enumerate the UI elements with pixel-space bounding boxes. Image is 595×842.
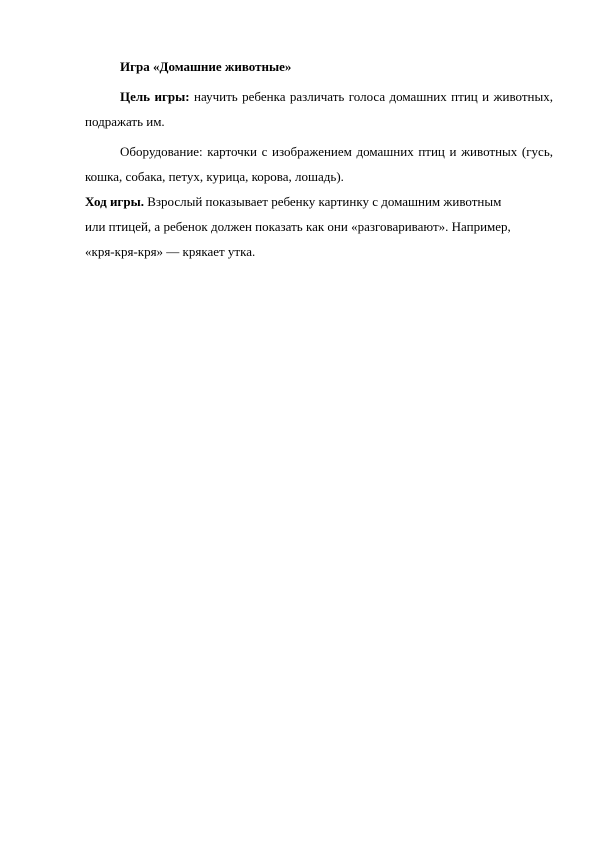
procedure-label: Ход игры. [85,194,144,209]
equipment-paragraph: Оборудование: карточки с изображением домашних птиц и животных (гусь, кошка, собака, петух, курица, корова, лошадь). [85,144,553,184]
goal-text: научить ребенка различать голоса домашних птиц и животных, подражать им. [85,89,553,129]
procedure-text-1: Взрослый показывает ребенку картинку с домашним животным [143,194,502,209]
goal-paragraph [85,84,553,134]
procedure-line-3: «кря-кря-кря» — крякает утка. [85,244,256,259]
document-body [85,54,553,264]
goal-label: Цель игры: [120,89,190,104]
game-title: Игра «Домашние животные» [120,59,292,74]
procedure-line-1 [85,189,553,214]
procedure-line-2: или птицей, а ребенок должен показать как они «разговаривают». Например, [85,219,511,234]
